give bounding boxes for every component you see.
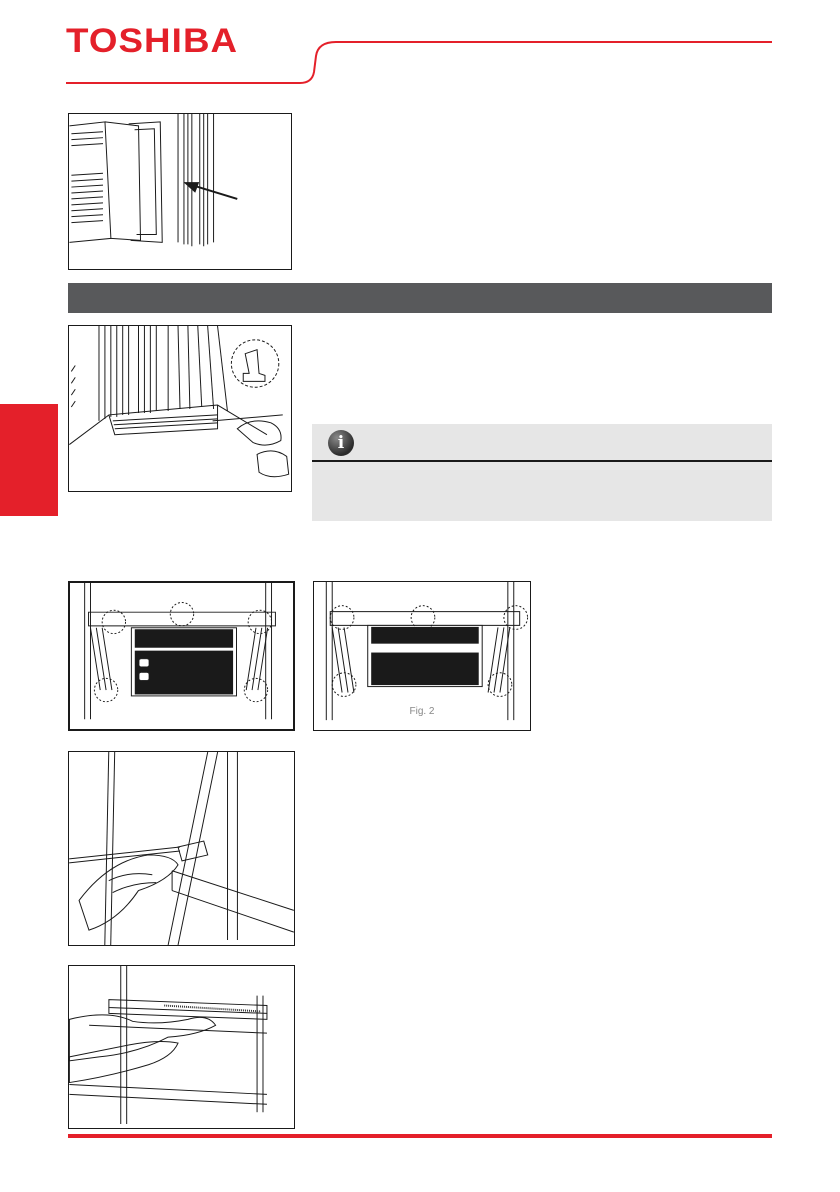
note-box xyxy=(312,424,772,521)
bracket-screwdriver-illustration xyxy=(69,752,294,945)
unit-front-corner-points-illustration xyxy=(70,583,293,729)
fig-bracket-screw xyxy=(68,751,295,946)
section-title xyxy=(68,290,78,306)
section-header-bar xyxy=(68,283,772,313)
info-icon: i xyxy=(328,430,354,456)
window-unit-side-arrow-illustration xyxy=(69,114,291,269)
note-divider xyxy=(312,460,772,462)
fig-foam-seal xyxy=(68,965,295,1129)
footer-rule xyxy=(68,1134,772,1138)
fig-unit-side-panel xyxy=(68,113,292,270)
fig-front-corners-a xyxy=(68,581,295,731)
side-chapter-tab xyxy=(0,404,58,516)
fig-bottom-rail-screw xyxy=(68,325,292,492)
figure-caption: Fig. 2 xyxy=(409,706,435,717)
brand-logo: TOSHIBA xyxy=(66,22,239,60)
header-swoosh-line xyxy=(60,36,780,88)
foam-seal-hands-illustration xyxy=(69,966,294,1128)
fig-front-corners-b xyxy=(313,581,531,731)
bottom-rail-screwdriver-illustration xyxy=(69,326,291,491)
